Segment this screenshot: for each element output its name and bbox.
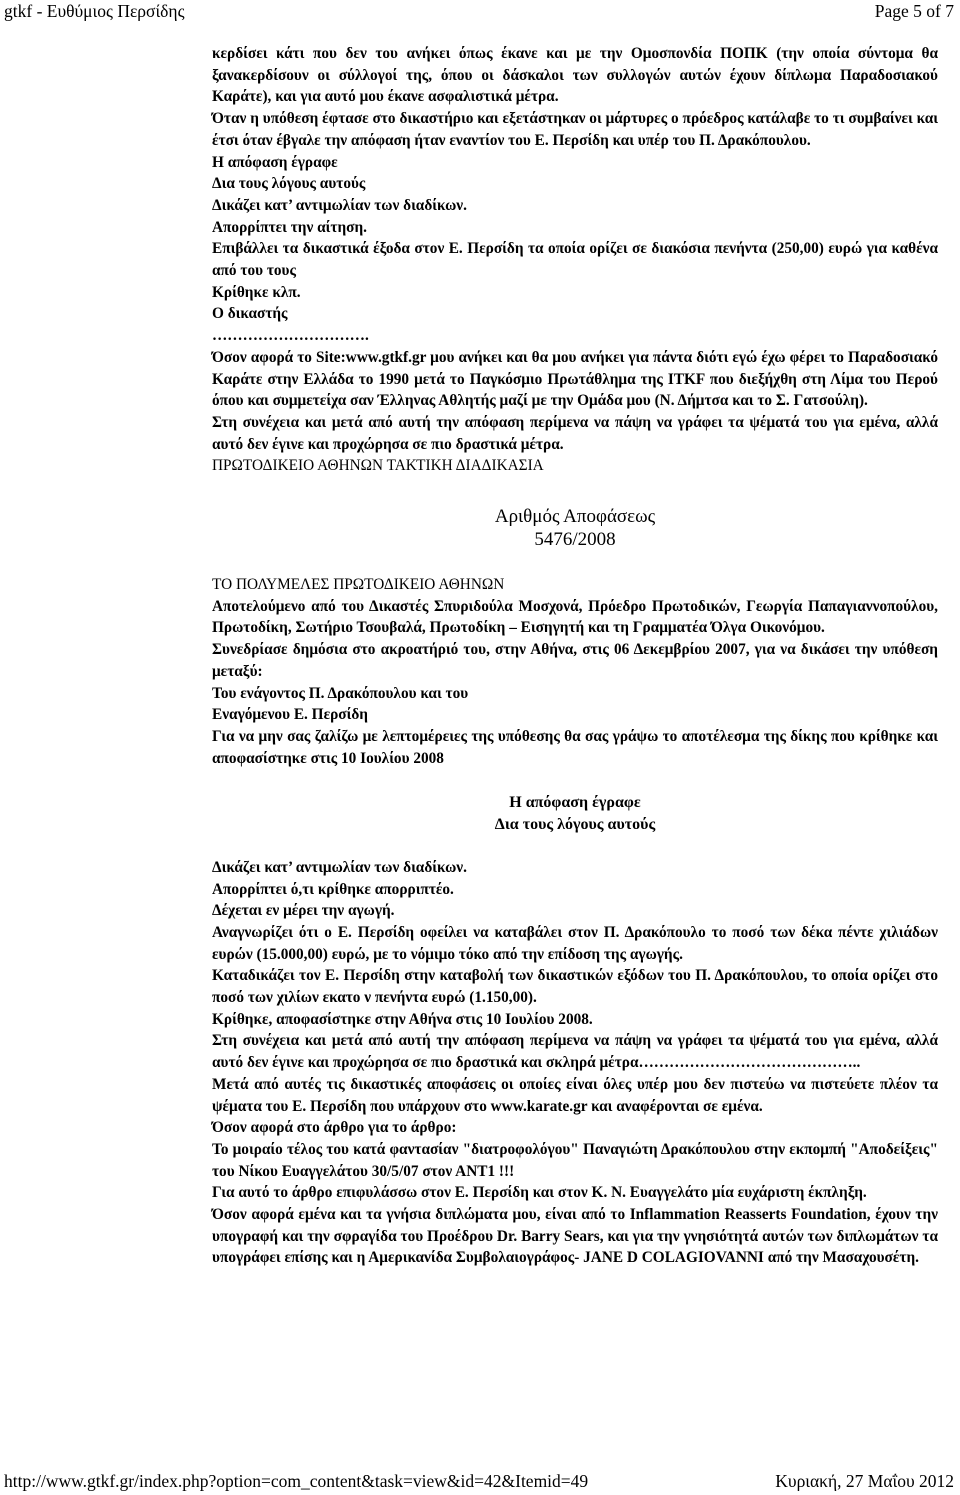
paragraph: Απορρίπτει ό,τι κρίθηκε απορριπτέο. (212, 880, 454, 898)
paragraph: Απορρίπτει την αίτηση. (212, 218, 367, 236)
document-body (212, 43, 938, 1269)
paragraph: Δια τους λόγους αυτούς (212, 175, 366, 193)
paragraph: Καταδικάζει τον Ε. Περσίδη στην καταβολή των δικαστικών εξόδων του Π. Δρακόπουλου, το οποία ορίζει στο ποσό των χιλίων εκατο ν πενήντα ευρώ (1.150,00). (212, 967, 938, 1007)
paragraph: κερδίσει κάτι που δεν του ανήκει όπως έκανε και με την Ομοσπονδία ΠΟΠΚ (την οποία σύντομα θα ξανακερδίσουν οι σύλλογοί της, όπου οι δάσκαλοι των συλλογών αυτών έχουν δίπλωμα Παραδοσιακού Καράτε), και για αυτό μου έκανε ασφαλιστικά μέτρα. (212, 45, 938, 106)
decision-title: Αριθμός Αποφάσεως (494, 506, 656, 528)
page-header-title: gtkf - Ευθύμιος Περσίδης (4, 1, 185, 21)
paragraph: Κρίθηκε κλπ. (212, 283, 301, 301)
page-number: Page 5 of 7 (874, 1, 954, 21)
paragraph: Στη συνέχεια και μετά από αυτή την απόφαση περίμενα να πάψη να γράφει τα ψέματά του για εμένα, αλλά αυτό δεν έγινε και προχώρησα σε πιο δραστικά μέτρα. (212, 413, 938, 453)
verdict-heading-line2: Δια τους λόγους αυτούς (494, 816, 656, 834)
paragraph: Αναγνωρίζει ότι ο Ε. Περσίδη οφείλει να καταβάλει στον Π. Δρακόπουλο το ποσό των δέκα πέντε χιλιάδων ευρών (15.000,00) ευρώ, με το νόμιμο τόκο από την επίδοση της αγωγής. (212, 923, 938, 963)
paragraph: Στη συνέχεια και μετά από αυτή την απόφαση περίμενα να πάψη να γράφει τα ψέματά του για εμένα, αλλά αυτό δεν έγινε και προχώρησα σε πιο δραστικά και σκληρά μέτρα…………………………………….. (212, 1032, 938, 1072)
paragraph: Κρίθηκε, αποφασίστηκε στην Αθήνα στις 10 Ιουλίου 2008. (212, 1010, 593, 1028)
paragraph: Όταν η υπόθεση έφτασε στο δικαστήριο και εξετάστηκαν οι μάρτυρες ο πρόεδρος κατάλαβε το τι συμβαίνει και έτσι όταν έβγαλε την απόφαση ήταν εναντίον του Ε. Περσίδη και υπέρ του Π. Δρακόπουλου. (212, 110, 938, 149)
paragraph: Επιβάλλει τα δικαστικά έξοδα στον Ε. Περσίδη τα οποία ορίζει σε διακόσια πενήντα (250,00) ευρώ για καθένα από του τους (212, 240, 938, 280)
paragraph: Δέχεται εν μέρει την αγωγή. (212, 902, 395, 920)
paragraph: Μετά από αυτές τις δικαστικές αποφάσεις οι οποίες είναι όλες υπέρ μου δεν πιστεύω να πιστεύετε πλέον τα ψέματα του Ε. Περσίδη που υπάρχουν στο www.karate.gr και αναφέρονται σε εμένα. (212, 1075, 938, 1115)
paragraph: Αποτελούμενο από του Δικαστές Σπυριδούλα Μοσχονά, Πρόεδρο Πρωτοδικών, Γεωργία Παπαγιαννοπούλου, Πρωτοδίκη, Σωτήριο Τσουβαλά, Πρωτοδίκη – Εισηγητή και τη Γραμματέα Όλγα Οικονόμου. (212, 597, 938, 637)
paragraph: Όσον αφορά το Site:www.gtkf.gr μου ανήκει και θα μου ανήκει για πάντα διότι εγώ έχω φέρει το Παραδοσιακό Καράτε στην Ελλάδα το 1990 μετά το Παγκόσμιο Πρωτάθλημα της ITKF που διεξήχθη στη Λίμα του Περού όπου και συμμετείχα σαν Έλληνας Αθλητής μαζί με την Ομάδα μου (Ν. Δήμτσα και το Σ. Γατσούλη). (212, 348, 938, 410)
paragraph: Ο δικαστής (212, 305, 288, 323)
court-name: ΤΟ ΠΟΛΥΜΕΛΕΣ ΠΡΩΤΟΔΙΚΕΙΟ ΑΘΗΝΩΝ (212, 576, 505, 594)
paragraph: Του ενάγοντος Π. Δρακόπουλου και του (212, 684, 469, 702)
page-date: Κυριακή, 27 Μαΐου 2012 (775, 1471, 954, 1491)
verdict-heading-line1: Η απόφαση έγραφε (509, 794, 641, 812)
paragraph: Για να μην σας ζαλίζω με λεπτομέρειες της υπόθεσης θα σας γράψω το αποτέλεσμα της δίκης που κρίθηκε και αποφασίστηκε στις 10 Ιουλίου 2008 (212, 727, 938, 767)
paragraph: Δικάζει κατ’ αντιμωλίαν των διαδίκων. (212, 858, 467, 876)
paragraph: Όσον αφορά στο άρθρο για το άρθρο: (212, 1119, 457, 1137)
court-heading: ΠΡΩΤΟΔΙΚΕΙΟ ΑΘΗΝΩΝ ΤΑΚΤΙΚΗ ΔΙΑΔΙΚΑΣΙΑ (212, 457, 544, 475)
paragraph: Δικάζει κατ’ αντιμωλίαν των διαδίκων. (212, 196, 467, 214)
paragraph: Συνεδρίασε δημόσια στο ακροατήριό του, στην Αθήνα, στις 06 Δεκεμβρίου 2007, για να δικάσει την υπόθεση μεταξύ: (212, 641, 938, 680)
paragraph: Η απόφαση έγραφε (212, 153, 338, 171)
paragraph: Όσον αφορά εμένα και τα γνήσια διπλώματα μου, είναι από το Inflammation Reasserts Foundation, έχουν την υπογραφή και την σφραγίδα του Προέδρου Dr. Barry Sears, και για την γνησιότητά αυτών των διπλωμάτων τα υπογράφει επίσης και η Αμερικανίδα Συμβολαιογράφος- JANE D COLAGIOVANNI από την Μασαχουσέτη. (212, 1206, 938, 1267)
paragraph: Για αυτό το άρθρο επιφυλάσσω στον Ε. Περσίδη και στον Κ. Ν. Ευαγγελάτο μία ευχάριστη έκπληξη. (212, 1184, 867, 1202)
page-url: http://www.gtkf.gr/index.php?option=com_content&task=view&id=42&Itemid=49 (4, 1471, 589, 1491)
paragraph: …………………………. (212, 327, 369, 345)
paragraph: Εναγόμενου Ε. Περσίδη (212, 706, 368, 724)
paragraph: Το μοιραίο τέλος του κατά φαντασίαν "διατροφολόγου" Παναγιώτη Δρακόπουλου στην εκπομπή "Αποδείξεις" του Νίκου Ευαγγελάτου 30/5/07 στον ΑΝΤ1 !!! (212, 1140, 938, 1180)
decision-number: 5476/2008 (534, 529, 616, 551)
